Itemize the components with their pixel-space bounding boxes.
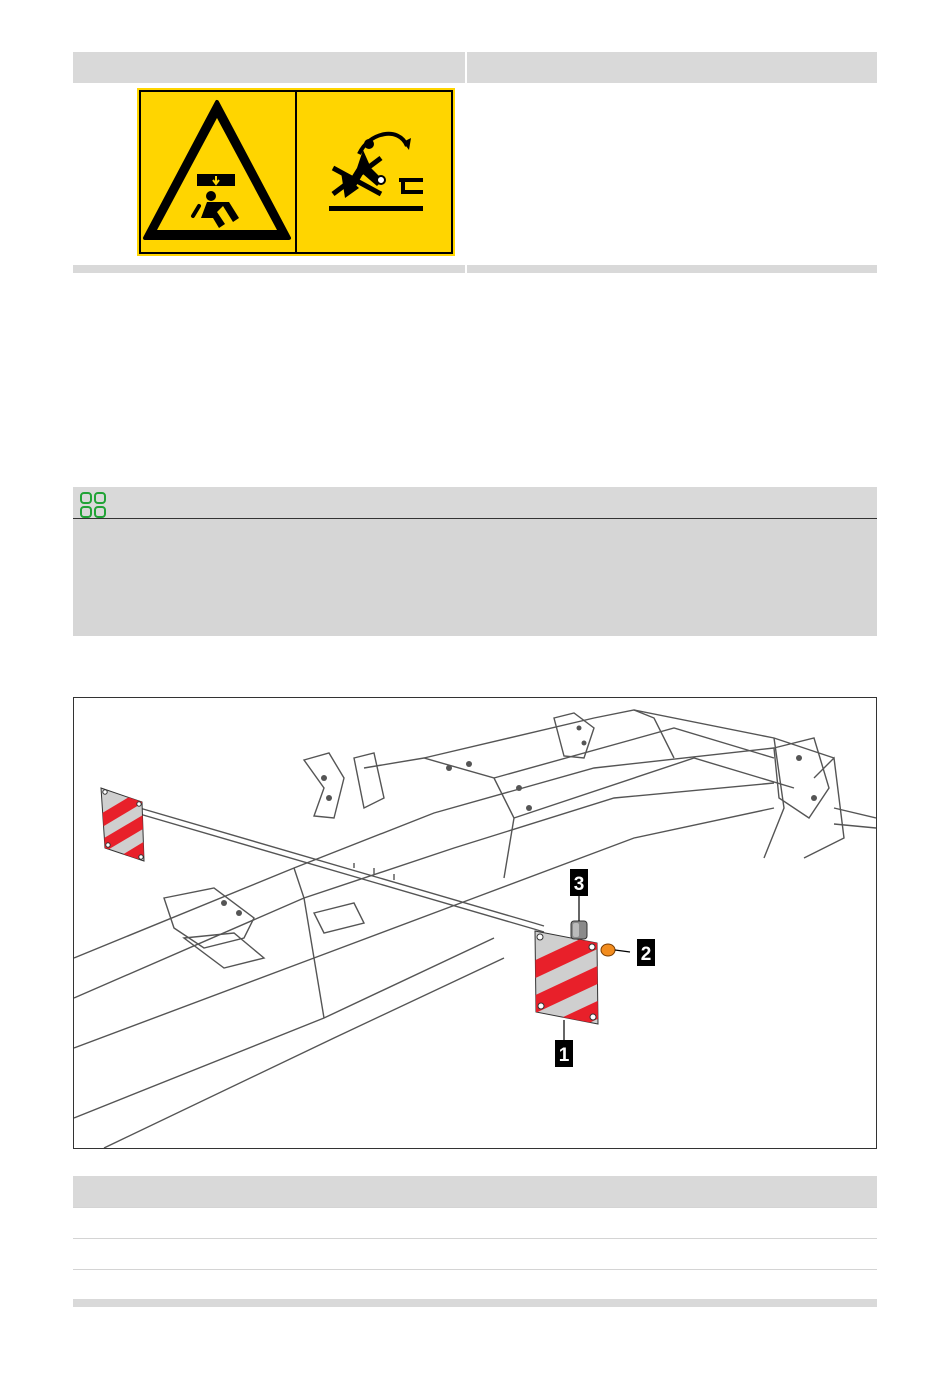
footer-divider	[465, 265, 467, 273]
legend-row-divider	[73, 1238, 877, 1239]
four-squares-note-icon	[79, 491, 107, 519]
legend-row-divider	[73, 1269, 877, 1270]
machine-frame-drawing	[74, 698, 876, 1148]
orange-reflector	[601, 944, 615, 956]
legend-table-footer	[73, 1299, 877, 1307]
legend-row-divider	[73, 1207, 877, 1208]
callout-2-label: 2	[640, 944, 652, 965]
callout-1-label: 1	[558, 1045, 570, 1066]
warning-table-footer	[73, 265, 877, 273]
note-header	[73, 487, 877, 519]
legend-table-header	[73, 1176, 877, 1207]
warning-table-header	[73, 52, 877, 83]
lamp	[571, 921, 587, 939]
technical-illustration	[73, 697, 877, 1149]
callout-2	[637, 939, 655, 966]
callout-3	[570, 869, 588, 896]
red-white-warning-plate	[529, 928, 604, 1051]
warning-sign	[137, 88, 455, 256]
note-body	[73, 519, 877, 636]
header-divider	[465, 52, 467, 83]
callout-1	[555, 1040, 573, 1067]
left-warning-plate	[94, 788, 150, 880]
callout-3-label: 3	[573, 874, 585, 895]
